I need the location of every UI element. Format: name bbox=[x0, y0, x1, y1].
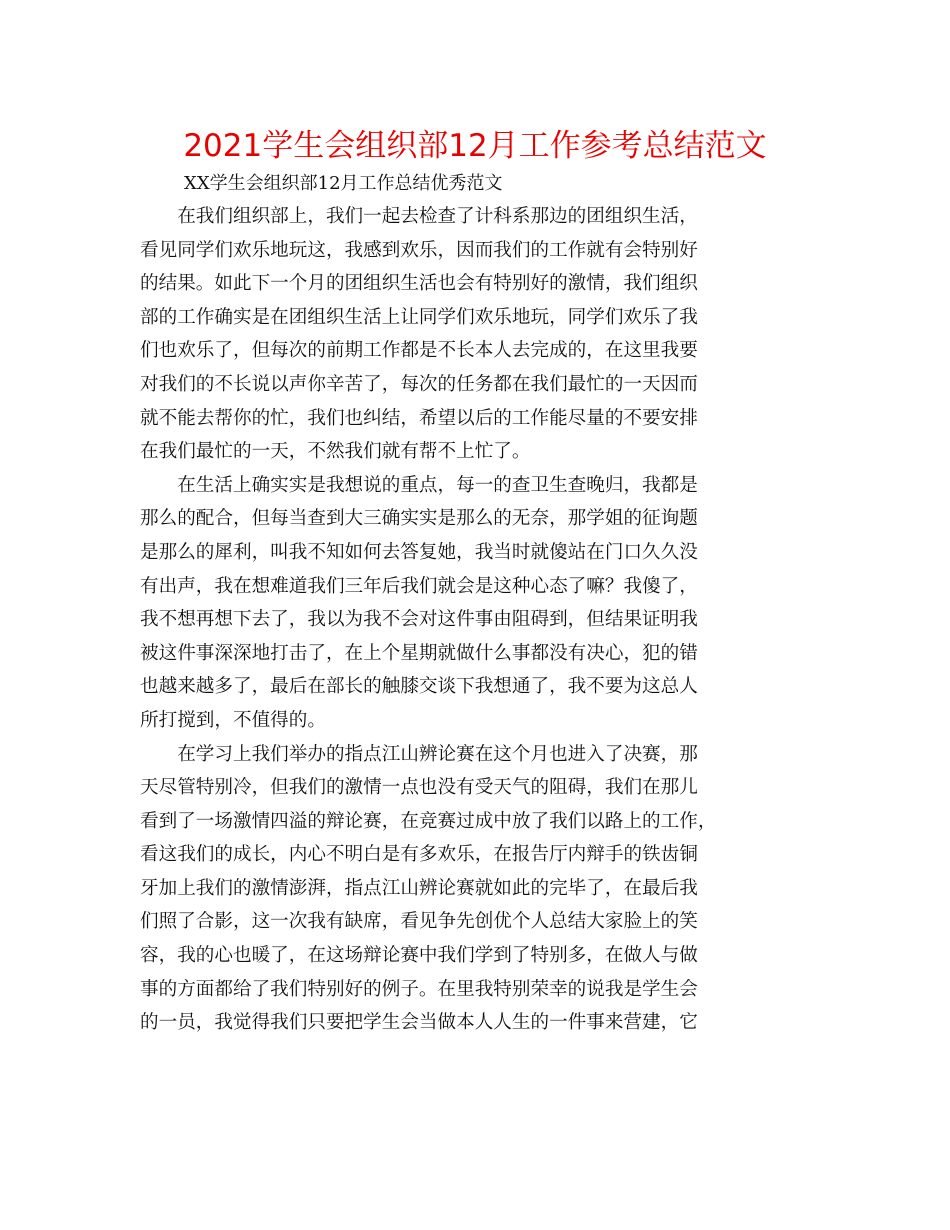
paragraph-line: 牙加上我们的激情澎湃，指点江山辨论赛就如此的完毕了，在最后我 bbox=[140, 877, 698, 899]
paragraph-line: 对我们的不长说以声你辛苦了，每次的任务都在我们最忙的一天因而 bbox=[140, 373, 698, 395]
paragraph-2 bbox=[140, 469, 812, 738]
paragraph-line: 事的方面都给了我们特别好的例子。在里我特别荣幸的说我是学生会 bbox=[140, 978, 698, 1000]
paragraph-line: 我不想再想下去了，我以为我不会对这件事由阻碍到，但结果证明我 bbox=[140, 609, 698, 631]
paragraph-line: 们照了合影，这一次我有缺席，看见争先创优个人总结大家脸上的笑 bbox=[140, 911, 698, 933]
paragraph-line: 所打搅到，不值得的。 bbox=[140, 709, 326, 731]
paragraph-line: 在我们组织部上，我们一起去检查了计科系那边的团组织生活， bbox=[177, 206, 698, 227]
paragraph-line: 被这件事深深地打击了，在上个星期就做什么事都没有决心，犯的错 bbox=[140, 642, 698, 664]
paragraph-line: 在生活上确实实是我想说的重点，每一的查卫生查晚归，我都是 bbox=[177, 474, 698, 496]
paragraph-line: 也越来越多了，最后在部长的触膝交谈下我想通了，我不要为这总人 bbox=[140, 676, 698, 698]
paragraph-line: 看这我们的成长，内心不明白是有多欢乐，在报告厅内辩手的铁齿铜 bbox=[140, 844, 698, 866]
paragraph-line: 的结果。如此下一个月的团组织生活也会有特别好的激情，我们组织 bbox=[140, 273, 698, 295]
paragraph-line: 那么的配合，但每当查到大三确实实是那么的无奈，那学姐的征询题 bbox=[140, 508, 698, 530]
paragraph-line: 天尽管特别冷，但我们的激情一点也没有受天气的阻碍，我们在那儿 bbox=[140, 777, 698, 799]
paragraph-line: 在学习上我们举办的指点江山辨论赛在这个月也进入了决赛，那 bbox=[177, 743, 698, 765]
paragraph-line: 有出声，我在想难道我们三年后我们就会是这种心态了嘛？我傻了， bbox=[140, 575, 698, 597]
paragraph-1 bbox=[140, 200, 812, 469]
paragraph-line: 的一员，我觉得我们只要把学生会当做本人人生的一件事来营建，它 bbox=[140, 1012, 698, 1034]
paragraph-line: 就不能去帮你的忙，我们也纠结，希望以后的工作能尽量的不要安排 bbox=[140, 407, 698, 429]
paragraph-line: 部的工作确实是在团组织生活上让同学们欢乐地玩，同学们欢乐了我 bbox=[140, 306, 698, 328]
paragraph-line: 看到了一场激情四溢的辩论赛，在竞赛过成中放了我们以路上的工作， bbox=[140, 810, 717, 832]
paragraph-line: 们也欢乐了，但每次的前期工作都是不长本人去完成的，在这里我要 bbox=[140, 340, 698, 362]
paragraph-3 bbox=[140, 738, 812, 1040]
paragraph-line: 看见同学们欢乐地玩这，我感到欢乐，因而我们的工作就有会特别好 bbox=[140, 239, 698, 261]
document-title: 2021学生会组织部12月工作参考总结范文 bbox=[183, 128, 767, 164]
paragraph-line: 是那么的犀利，叫我不知如何去答复她，我当时就傻站在门口久久没 bbox=[140, 541, 698, 563]
paragraph-line: 容，我的心也暖了，在这场辩论赛中我们学到了特别多，在做人与做 bbox=[140, 945, 698, 967]
paragraph-line: 在我们最忙的一天，不然我们就有帮不上忙了。 bbox=[140, 441, 531, 463]
document-subtitle: XX学生会组织部12月工作总结优秀范文 bbox=[184, 173, 503, 194]
document-body bbox=[140, 200, 812, 1040]
